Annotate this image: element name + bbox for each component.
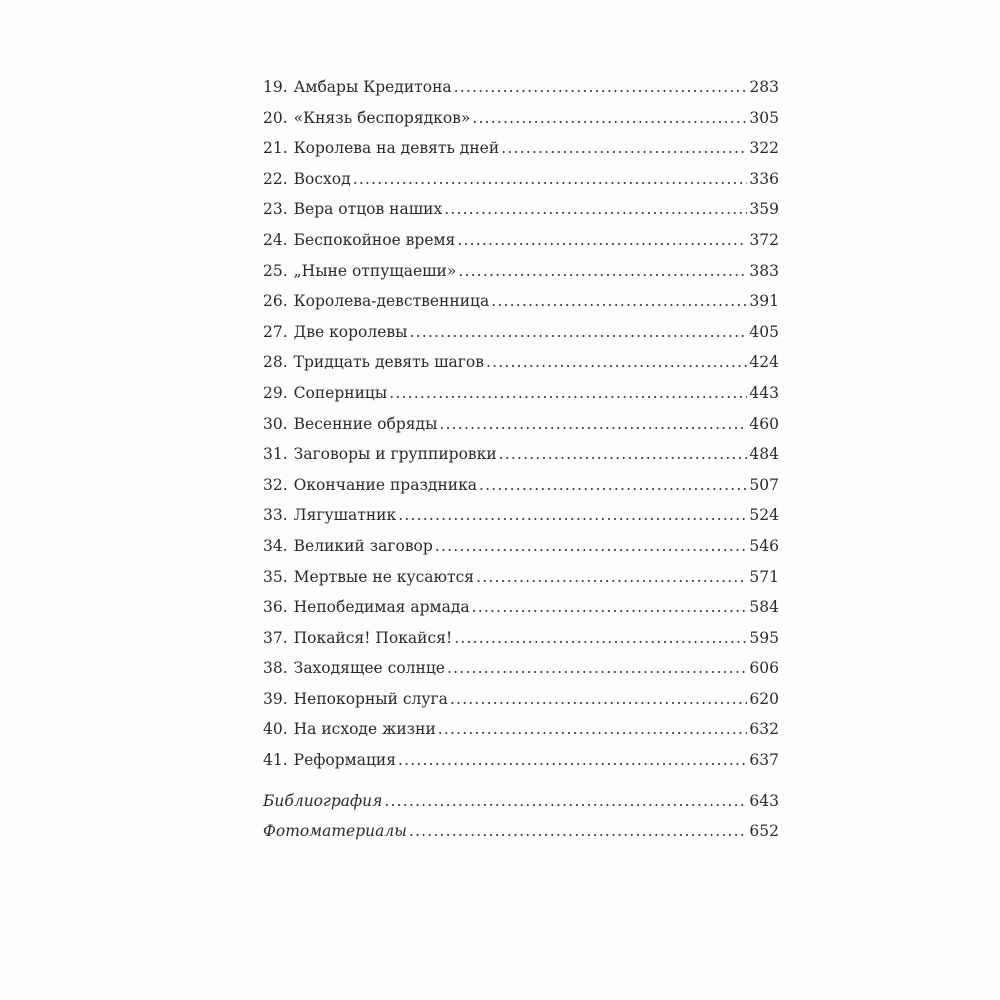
chapter-title: «Князь беспорядков» (293, 108, 471, 127)
dot-leader (398, 500, 747, 531)
chapter-number: 23. (263, 200, 288, 219)
page-number: 424 (749, 353, 779, 372)
page-number: 620 (749, 689, 779, 708)
chapter-title: Весенние обряды (293, 414, 438, 433)
chapter-number: 33. (263, 506, 288, 525)
chapter-number: 24. (263, 230, 288, 249)
dot-leader (499, 439, 748, 470)
toc-entry-32 (263, 470, 779, 501)
dot-leader (389, 378, 747, 409)
chapter-number: 31. (263, 445, 288, 464)
page-number: 571 (749, 567, 779, 586)
dot-leader (454, 72, 748, 103)
dot-leader (444, 194, 747, 225)
chapter-title: Соперницы (293, 383, 388, 402)
chapter-title: Покайся! Покайся! (293, 628, 453, 647)
page-number: 632 (749, 720, 779, 739)
table-of-contents (263, 72, 779, 847)
page-number: 405 (749, 322, 779, 341)
page-number: 652 (749, 822, 779, 841)
toc-entry-22 (263, 164, 779, 195)
dot-leader (435, 531, 748, 562)
toc-entry-31 (263, 439, 779, 470)
chapter-number: 21. (263, 139, 288, 158)
chapter-number: 34. (263, 536, 288, 555)
page-number: 507 (749, 475, 779, 494)
chapter-title: Мертвые не кусаются (293, 567, 475, 586)
toc-entry-33 (263, 500, 779, 531)
dot-leader (476, 562, 747, 593)
toc-entry-19 (263, 72, 779, 103)
chapter-title: Великий заговор (293, 536, 433, 555)
chapter-number: 40. (263, 720, 288, 739)
chapter-number: 36. (263, 598, 288, 617)
chapter-number: 30. (263, 414, 288, 433)
toc-entry-39 (263, 684, 779, 715)
chapter-title: Лягушатник (293, 506, 397, 525)
chapter-title: Реформация (293, 751, 397, 770)
page-number: 460 (749, 414, 779, 433)
toc-entry-40 (263, 714, 779, 745)
dot-leader (472, 103, 747, 134)
chapter-title: Королева на девять дней (293, 139, 500, 158)
page-number: 372 (749, 230, 779, 249)
chapter-title: Заходящее солнце (293, 659, 445, 678)
page-number: 643 (749, 791, 779, 810)
chapter-number: 39. (263, 689, 288, 708)
page-number: 484 (749, 445, 779, 464)
dot-leader (450, 684, 748, 715)
toc-entry-29 (263, 378, 779, 409)
dot-leader (458, 256, 747, 287)
chapter-title: Заговоры и группировки (293, 445, 497, 464)
page-number: 584 (749, 598, 779, 617)
dot-leader (491, 286, 747, 317)
appendix-title: Библиография (263, 791, 383, 810)
chapter-number: 28. (263, 353, 288, 372)
chapter-title: Амбары Кредитона (293, 78, 452, 96)
page-number: 443 (749, 383, 779, 402)
chapter-title: Непобедимая армада (293, 598, 470, 617)
toc-entry-bibliography (263, 786, 779, 817)
chapter-title: Королева-девственница (293, 292, 490, 311)
toc-entry-photos (263, 816, 779, 847)
dot-leader (438, 714, 748, 745)
dot-leader (439, 409, 747, 440)
dot-leader (501, 133, 747, 164)
toc-entry-24 (263, 225, 779, 256)
chapter-number: 35. (263, 567, 288, 586)
page-number: 359 (749, 200, 779, 219)
chapter-title: Непокорный слуга (293, 689, 448, 708)
chapter-number: 29. (263, 383, 288, 402)
page-number: 595 (749, 628, 779, 647)
chapter-title: Беспокойное время (293, 230, 456, 249)
dot-leader (409, 816, 748, 847)
chapter-number: 32. (263, 475, 288, 494)
chapter-title: Окончание праздника (293, 475, 478, 494)
appendix-title: Фотоматериалы (263, 822, 407, 841)
chapter-number: 27. (263, 322, 288, 341)
chapter-number: 26. (263, 292, 288, 311)
toc-entry-28 (263, 347, 779, 378)
chapter-number: 25. (263, 261, 288, 280)
section-gap (263, 776, 779, 786)
toc-entry-37 (263, 623, 779, 654)
page-number: 283 (749, 78, 779, 96)
dot-leader (353, 164, 748, 195)
toc-entry-20 (263, 103, 779, 134)
toc-entry-27 (263, 317, 779, 348)
toc-entry-36 (263, 592, 779, 623)
dot-leader (409, 317, 747, 348)
dot-leader (479, 470, 747, 501)
page-number: 546 (749, 536, 779, 555)
page-number: 383 (749, 261, 779, 280)
page-number: 336 (749, 169, 779, 188)
toc-entry-30 (263, 409, 779, 440)
chapter-title: „Ныне отпущаеши» (293, 261, 457, 280)
toc-entry-23 (263, 194, 779, 225)
toc-entry-41 (263, 745, 779, 776)
chapter-number: 38. (263, 659, 288, 678)
chapter-number: 20. (263, 108, 288, 127)
toc-entry-26 (263, 286, 779, 317)
dot-leader (457, 225, 747, 256)
chapter-title: На исходе жизни (293, 720, 436, 739)
chapter-number: 41. (263, 751, 288, 770)
dot-leader (398, 745, 747, 776)
chapter-title: Вера отцов наших (293, 200, 443, 219)
chapter-title: Восход (293, 169, 351, 188)
dot-leader (486, 347, 747, 378)
toc-entry-25 (263, 256, 779, 287)
toc-entry-35 (263, 562, 779, 593)
toc-entry-34 (263, 531, 779, 562)
page-number: 322 (749, 139, 779, 158)
page-number: 606 (749, 659, 779, 678)
chapter-number: 22. (263, 169, 288, 188)
toc-entry-38 (263, 653, 779, 684)
chapter-title: Тридцать девять шагов (293, 353, 484, 372)
toc-entry-21 (263, 133, 779, 164)
dot-leader (384, 786, 747, 817)
chapter-number: 19. (263, 78, 288, 96)
page-number: 391 (749, 292, 779, 311)
dot-leader (454, 623, 747, 654)
page-number: 305 (749, 108, 779, 127)
chapter-number: 37. (263, 628, 288, 647)
dot-leader (447, 653, 747, 684)
chapter-title: Две королевы (293, 322, 408, 341)
page-number: 637 (749, 751, 779, 770)
page-number: 524 (749, 506, 779, 525)
dot-leader (472, 592, 748, 623)
